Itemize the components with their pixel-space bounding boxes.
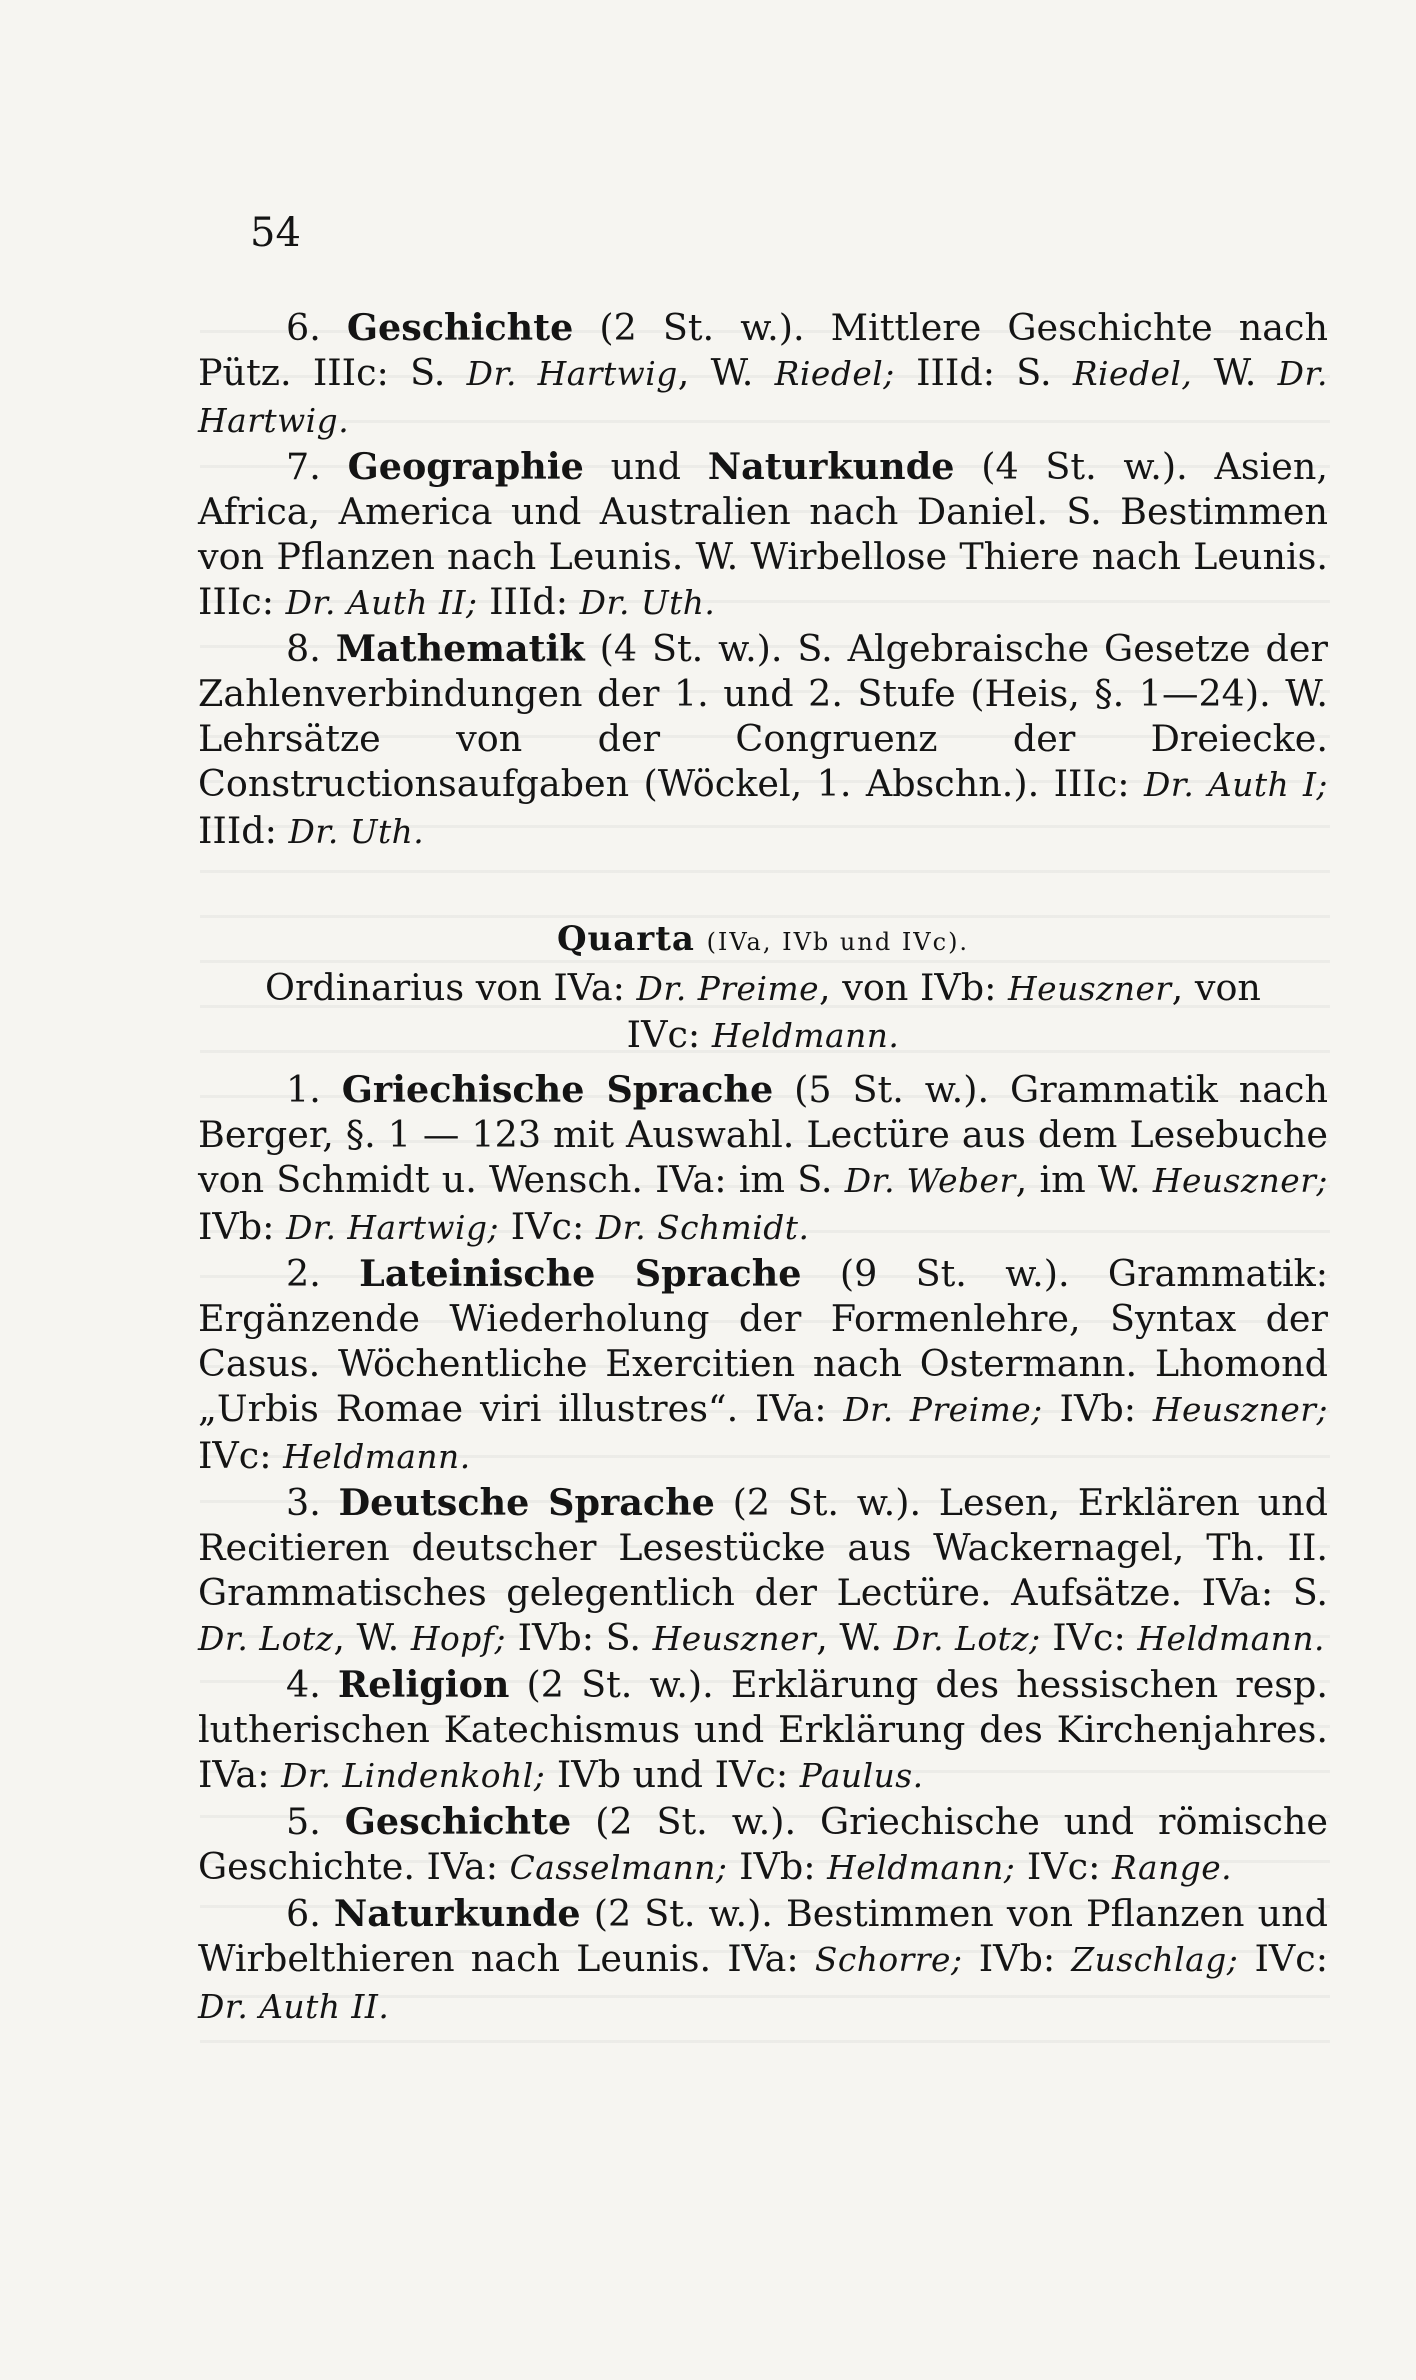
subject-title: Griechische Sprache	[341, 1068, 774, 1111]
item-number: 2.	[286, 1252, 321, 1295]
item-text: , im W.	[1015, 1158, 1141, 1201]
item-text: S. Algebraische Gesetze der Zahlenverbindungen der 1. und 2. Stufe (Heis, §. 1—24). W. Lehrsätze von der Congruenz der Dreiecke. Constructionsaufgaben (Wöckel, 1. Abschn.). IIIc:	[198, 627, 1328, 805]
item-quarta-naturkunde	[198, 1891, 1328, 2030]
item-text: IVb und IVc:	[556, 1753, 789, 1796]
teacher-name: Range.	[1112, 1849, 1233, 1887]
item-text: IVb:	[198, 1205, 275, 1248]
subject-title: Religion	[337, 1663, 510, 1706]
item-quarta-latein	[198, 1251, 1328, 1480]
hours: (2 St. w.).	[595, 1800, 797, 1843]
teacher-name: Heuszner;	[1152, 1391, 1329, 1429]
teacher-name: Dr. Schmidt.	[595, 1209, 810, 1247]
item-number: 3.	[286, 1481, 321, 1524]
item-number: 5.	[286, 1800, 321, 1843]
quarta-section	[198, 915, 1328, 2030]
teacher-name: Dr. Preime	[636, 970, 820, 1008]
teacher-name: Riedel,	[1072, 355, 1193, 393]
item-text: IIId: S.	[916, 351, 1052, 394]
item-text: Mittlere Geschichte nach Pütz. IIIc: S.	[198, 306, 1328, 394]
item-quarta-deutsch	[198, 1480, 1328, 1662]
item-text: und	[610, 445, 681, 488]
item-text: Lesen, Erklären und Recitieren deutscher Lesestücke aus Wackernagel, Th. II. Grammatisches gelegentlich der Lectüre. Aufsätze. IVa: S.	[198, 1481, 1329, 1614]
item-text: IVb:	[978, 1937, 1056, 1980]
item-text: , W.	[816, 1616, 883, 1659]
item-text: Grammatik nach Berger, §. 1 — 123 mit Auswahl. Lectüre aus dem Lesebuche von Schmidt u. Wensch. IVa: im S.	[198, 1068, 1328, 1201]
item-quarta-religion	[198, 1662, 1328, 1799]
subject-title: Geschichte	[344, 1800, 572, 1843]
hours: (4 St. w.).	[599, 627, 783, 670]
teacher-name: Dr. Auth I;	[1143, 766, 1328, 804]
item-text: IVb: S.	[517, 1616, 641, 1659]
teacher-name: Hopf;	[410, 1620, 507, 1658]
subject-title: Mathematik	[335, 627, 585, 670]
item-number: 6.	[286, 1892, 321, 1935]
item-text: Ordinarius von IVa:	[265, 966, 625, 1009]
teacher-name: Dr. Hartwig.	[198, 355, 1328, 440]
item-text: IIId:	[198, 809, 277, 852]
item-quarta-griechisch	[198, 1067, 1328, 1251]
hours: (2 St. w.).	[526, 1663, 714, 1706]
item-number: 1.	[286, 1068, 321, 1111]
item-quarta-geschichte	[198, 1799, 1328, 1891]
item-tertia-mathematik	[198, 626, 1328, 855]
item-text: IVc:	[1026, 1845, 1101, 1888]
item-tertia-geschichte	[198, 305, 1328, 444]
teacher-name: Heuszner	[1008, 970, 1172, 1008]
subject-title: Naturkunde	[333, 1892, 581, 1935]
item-number: 7.	[286, 445, 321, 488]
teacher-name: Dr. Hartwig	[466, 355, 678, 393]
item-text: IVc:	[626, 1013, 701, 1056]
item-text: IVb:	[1059, 1387, 1136, 1430]
ordinarius-line	[198, 965, 1328, 1059]
teacher-name: Heuszner	[652, 1620, 817, 1658]
teacher-name: Casselmann;	[509, 1849, 728, 1887]
item-number: 8.	[286, 627, 321, 670]
item-tertia-geographie	[198, 444, 1328, 626]
section-heading	[198, 915, 1328, 965]
subject-title: Geschichte	[346, 306, 574, 349]
item-text: , W.	[677, 351, 754, 394]
teacher-name: Dr. Hartwig;	[286, 1209, 500, 1247]
teacher-name: Dr. Uth.	[288, 813, 425, 851]
teacher-name: Zuschlag;	[1071, 1941, 1239, 1979]
teacher-name: Heuszner;	[1152, 1162, 1328, 1200]
subject-title: Naturkunde	[707, 445, 955, 488]
item-text: IVc:	[1254, 1937, 1329, 1980]
hours: (2 St. w.).	[599, 306, 805, 349]
page-number: 54	[250, 210, 301, 256]
teacher-name: Heldmann.	[1137, 1620, 1325, 1658]
teacher-name: Dr. Uth.	[579, 584, 716, 622]
item-text: Bestimmen von Pflanzen und Wirbelthieren nach Leunis. IVa:	[198, 1892, 1328, 1980]
item-text: IIId:	[489, 580, 569, 623]
item-text: , von IVb:	[819, 966, 997, 1009]
teacher-name: Dr. Lotz	[198, 1620, 334, 1658]
teacher-name: Dr. Lotz;	[893, 1620, 1041, 1658]
teacher-name: Paulus.	[799, 1757, 924, 1795]
tertia-section	[198, 305, 1328, 855]
teacher-name: Dr. Auth II.	[198, 1988, 390, 2026]
hours: (2 St. w.).	[732, 1481, 922, 1524]
item-text: IVc:	[198, 1434, 272, 1477]
teacher-name: Heldmann.	[711, 1017, 900, 1055]
item-text: IVb:	[739, 1845, 816, 1888]
item-text: , W.	[333, 1616, 400, 1659]
item-text: Asien, Africa, America und Australien nach Daniel. S. Bestimmen von Pflanzen nach Leunis. W. Wirbellose Thiere nach Leunis. IIIc:	[198, 445, 1328, 623]
teacher-name: Riedel;	[774, 355, 895, 393]
item-text: Grammatik: Ergänzende Wiederholung der Formenlehre, Syntax der Casus. Wöchentliche Exercitien nach Ostermann. Lhomond „Urbis Romae viri illustres“. IVa:	[198, 1252, 1329, 1430]
subject-title: Deutsche Sprache	[338, 1481, 715, 1524]
item-number: 6.	[286, 306, 321, 349]
item-text: IVc:	[1052, 1616, 1126, 1659]
teacher-name: Heldmann.	[283, 1438, 471, 1476]
hours: (9 St. w.).	[839, 1252, 1070, 1295]
item-text: Griechische und römische Geschichte. IVa:	[198, 1800, 1329, 1888]
hours: (5 St. w.).	[794, 1068, 990, 1111]
section-title: Quarta	[556, 919, 695, 959]
item-text: Erklärung des hessischen resp. lutherischen Katechismus und Erklärung des Kirchenjahres. IVa:	[198, 1663, 1329, 1796]
teacher-name: Dr. Weber	[844, 1162, 1016, 1200]
item-text: IVc:	[510, 1205, 585, 1248]
section-subtitle: (IVa, IVb und IVc).	[706, 928, 970, 956]
teacher-name: Dr. Lindenkohl;	[281, 1757, 546, 1795]
subject-title: Geographie	[347, 445, 584, 488]
item-text: W.	[1213, 351, 1257, 394]
hours: (2 St. w.).	[593, 1892, 773, 1935]
teacher-name: Schorre;	[814, 1941, 963, 1979]
hours: (4 St. w.).	[981, 445, 1188, 488]
teacher-name: Dr. Preime;	[843, 1391, 1043, 1429]
item-number: 4.	[286, 1663, 321, 1706]
teacher-name: Dr. Auth II;	[285, 584, 478, 622]
teacher-name: Heldmann;	[827, 1849, 1016, 1887]
item-text: , von	[1171, 966, 1261, 1009]
subject-title: Lateinische Sprache	[359, 1252, 802, 1295]
